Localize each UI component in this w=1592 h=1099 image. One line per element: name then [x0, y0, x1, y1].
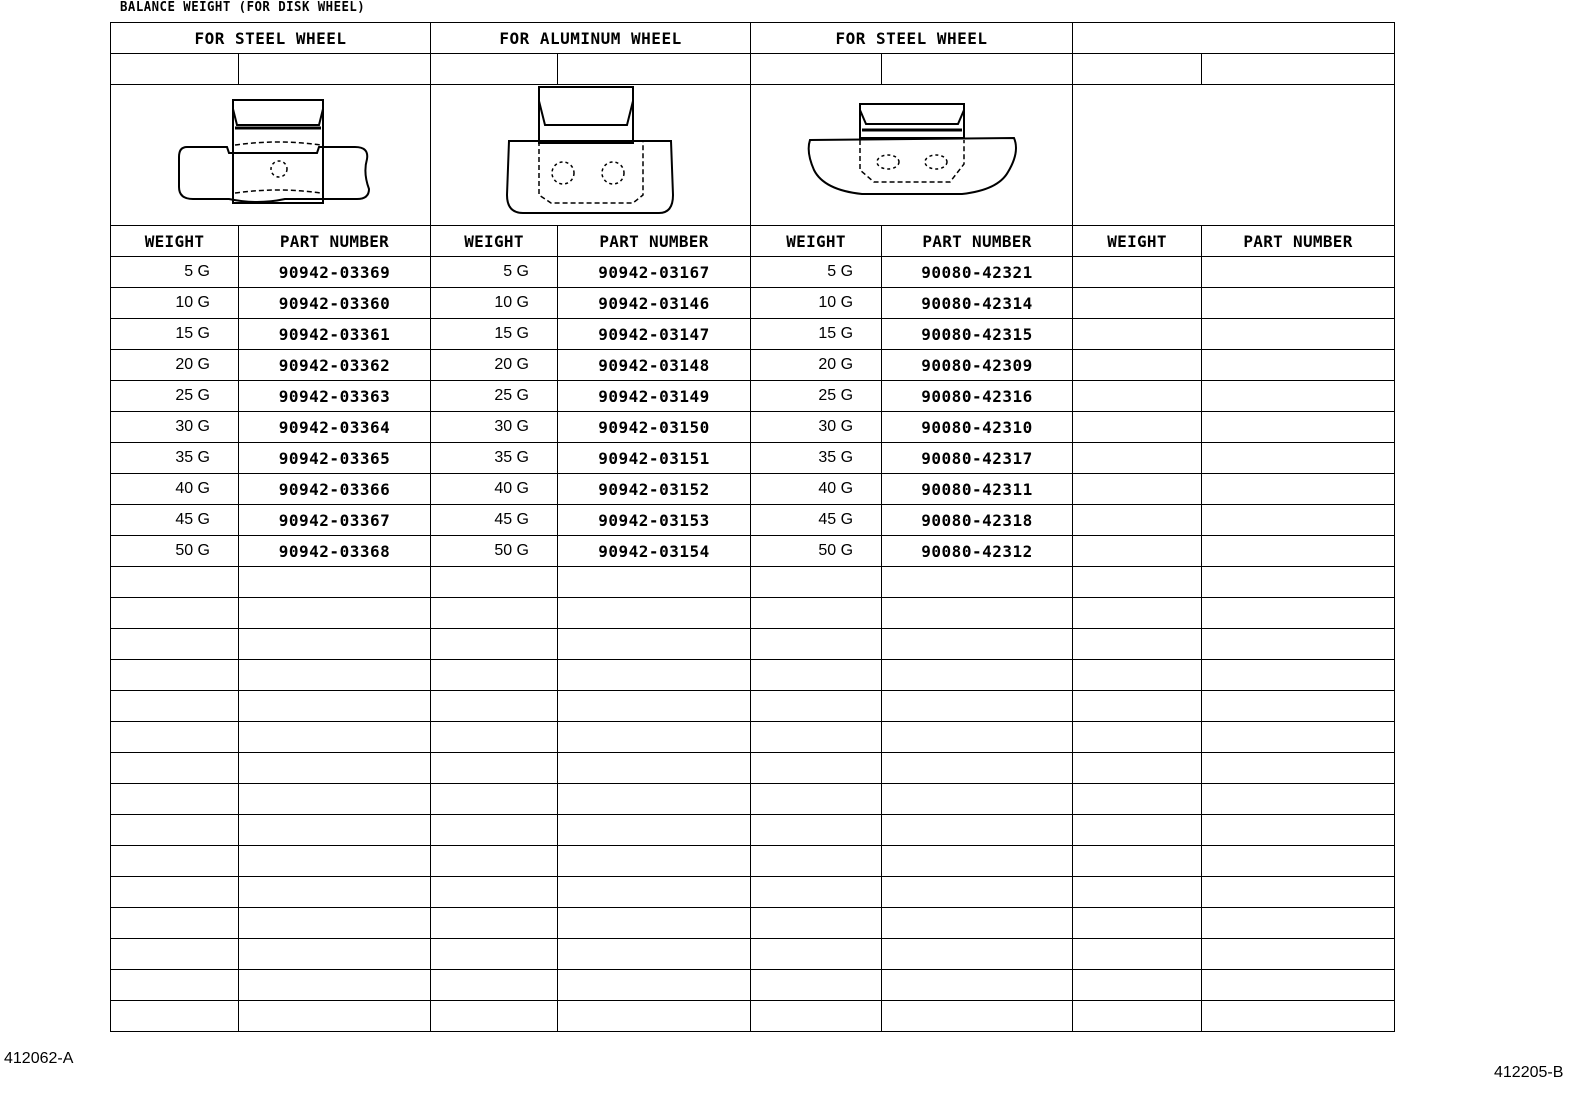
weight-cell: 35 G	[431, 443, 558, 474]
part-number-cell: 90080-42309	[882, 350, 1073, 381]
table-row	[111, 412, 1395, 443]
blank-row	[111, 54, 1395, 85]
empty-row	[111, 908, 1395, 939]
clip-on-steel-weight-wide-icon	[802, 100, 1022, 210]
empty-row	[111, 1001, 1395, 1032]
part-number-cell: 90942-03150	[558, 412, 751, 443]
part-number-cell: 90942-03368	[239, 536, 431, 567]
part-number-header: PART NUMBER	[239, 226, 431, 257]
illustration-cell-empty	[1073, 85, 1395, 226]
weight-header: WEIGHT	[431, 226, 558, 257]
weight-cell: 50 G	[111, 536, 239, 567]
table-row	[111, 319, 1395, 350]
page-title: BALANCE WEIGHT (FOR DISK WHEEL)	[120, 0, 366, 15]
table-row	[111, 381, 1395, 412]
part-number-cell: 90942-03369	[239, 257, 431, 288]
weight-cell: 15 G	[751, 319, 882, 350]
empty-row	[111, 598, 1395, 629]
table-row	[111, 257, 1395, 288]
illustration-cell	[111, 85, 431, 226]
empty-row	[111, 567, 1395, 598]
part-number-cell: 90080-42318	[882, 505, 1073, 536]
table-row	[111, 350, 1395, 381]
weight-cell: 10 G	[751, 288, 882, 319]
part-number-cell: 90942-03167	[558, 257, 751, 288]
part-number-cell: 90942-03149	[558, 381, 751, 412]
part-number-cell: 90942-03364	[239, 412, 431, 443]
weight-cell: 15 G	[111, 319, 239, 350]
part-number-cell: 90080-42321	[882, 257, 1073, 288]
weight-cell: 40 G	[431, 474, 558, 505]
empty-row	[111, 939, 1395, 970]
part-number-header: PART NUMBER	[1202, 226, 1395, 257]
group-label: FOR STEEL WHEEL	[111, 23, 431, 54]
weight-cell: 35 G	[111, 443, 239, 474]
part-number-cell: 90080-42314	[882, 288, 1073, 319]
part-number-cell: 90942-03361	[239, 319, 431, 350]
weight-cell: 25 G	[431, 381, 558, 412]
weight-cell: 45 G	[111, 505, 239, 536]
empty-row	[111, 660, 1395, 691]
part-number-cell: 90080-42317	[882, 443, 1073, 474]
empty-row	[111, 722, 1395, 753]
weight-cell: 20 G	[431, 350, 558, 381]
part-number-cell: 90942-03146	[558, 288, 751, 319]
part-number-cell: 90942-03360	[239, 288, 431, 319]
weight-cell: 20 G	[111, 350, 239, 381]
weight-cell: 5 G	[431, 257, 558, 288]
illustration-cell	[751, 85, 1073, 226]
weight-cell: 10 G	[431, 288, 558, 319]
weight-cell: 45 G	[431, 505, 558, 536]
balance-weight-table	[110, 22, 1395, 1032]
part-number-cell: 90080-42316	[882, 381, 1073, 412]
illustration-row	[111, 85, 1395, 226]
weight-cell: 30 G	[751, 412, 882, 443]
weight-cell: 30 G	[111, 412, 239, 443]
weight-header: WEIGHT	[1073, 226, 1202, 257]
weight-header: WEIGHT	[111, 226, 239, 257]
table-row	[111, 474, 1395, 505]
weight-cell: 15 G	[431, 319, 558, 350]
weight-cell: 5 G	[751, 257, 882, 288]
weight-cell: 40 G	[111, 474, 239, 505]
part-number-cell: 90080-42312	[882, 536, 1073, 567]
part-number-cell: 90942-03154	[558, 536, 751, 567]
table-row	[111, 536, 1395, 567]
empty-row	[111, 784, 1395, 815]
empty-row	[111, 877, 1395, 908]
figure-code-right: 412205-B	[1494, 1064, 1564, 1081]
group-label	[1073, 23, 1395, 54]
weight-cell: 5 G	[111, 257, 239, 288]
column-header-row	[111, 226, 1395, 257]
group-label: FOR ALUMINUM WHEEL	[431, 23, 751, 54]
clip-on-aluminum-weight-icon	[501, 85, 681, 225]
empty-row	[111, 691, 1395, 722]
part-number-cell: 90942-03153	[558, 505, 751, 536]
weight-header: WEIGHT	[751, 226, 882, 257]
weight-cell: 50 G	[751, 536, 882, 567]
part-number-cell: 90942-03367	[239, 505, 431, 536]
part-number-header: PART NUMBER	[558, 226, 751, 257]
weight-cell: 30 G	[431, 412, 558, 443]
part-number-cell: 90942-03366	[239, 474, 431, 505]
group-header-row	[111, 23, 1395, 54]
weight-cell: 35 G	[751, 443, 882, 474]
part-number-cell: 90080-42310	[882, 412, 1073, 443]
part-number-cell: 90080-42315	[882, 319, 1073, 350]
empty-row	[111, 629, 1395, 660]
empty-row	[111, 846, 1395, 877]
weight-cell: 10 G	[111, 288, 239, 319]
table-row	[111, 443, 1395, 474]
part-number-cell: 90942-03148	[558, 350, 751, 381]
weight-cell: 40 G	[751, 474, 882, 505]
figure-code-left: 412062-A	[4, 1050, 74, 1067]
part-number-cell: 90942-03362	[239, 350, 431, 381]
weight-cell: 50 G	[431, 536, 558, 567]
part-number-cell: 90942-03152	[558, 474, 751, 505]
empty-row	[111, 753, 1395, 784]
part-number-cell: 90942-03365	[239, 443, 431, 474]
group-label: FOR STEEL WHEEL	[751, 23, 1073, 54]
part-number-cell: 90942-03147	[558, 319, 751, 350]
illustration-cell	[431, 85, 751, 226]
weight-cell: 45 G	[751, 505, 882, 536]
part-number-cell: 90942-03363	[239, 381, 431, 412]
empty-row	[111, 970, 1395, 1001]
clip-on-steel-weight-icon	[171, 95, 371, 215]
table-row	[111, 505, 1395, 536]
part-number-cell: 90080-42311	[882, 474, 1073, 505]
weight-cell: 20 G	[751, 350, 882, 381]
part-number-header: PART NUMBER	[882, 226, 1073, 257]
part-number-cell: 90942-03151	[558, 443, 751, 474]
weight-cell: 25 G	[111, 381, 239, 412]
weight-cell: 25 G	[751, 381, 882, 412]
empty-row	[111, 815, 1395, 846]
table-row	[111, 288, 1395, 319]
